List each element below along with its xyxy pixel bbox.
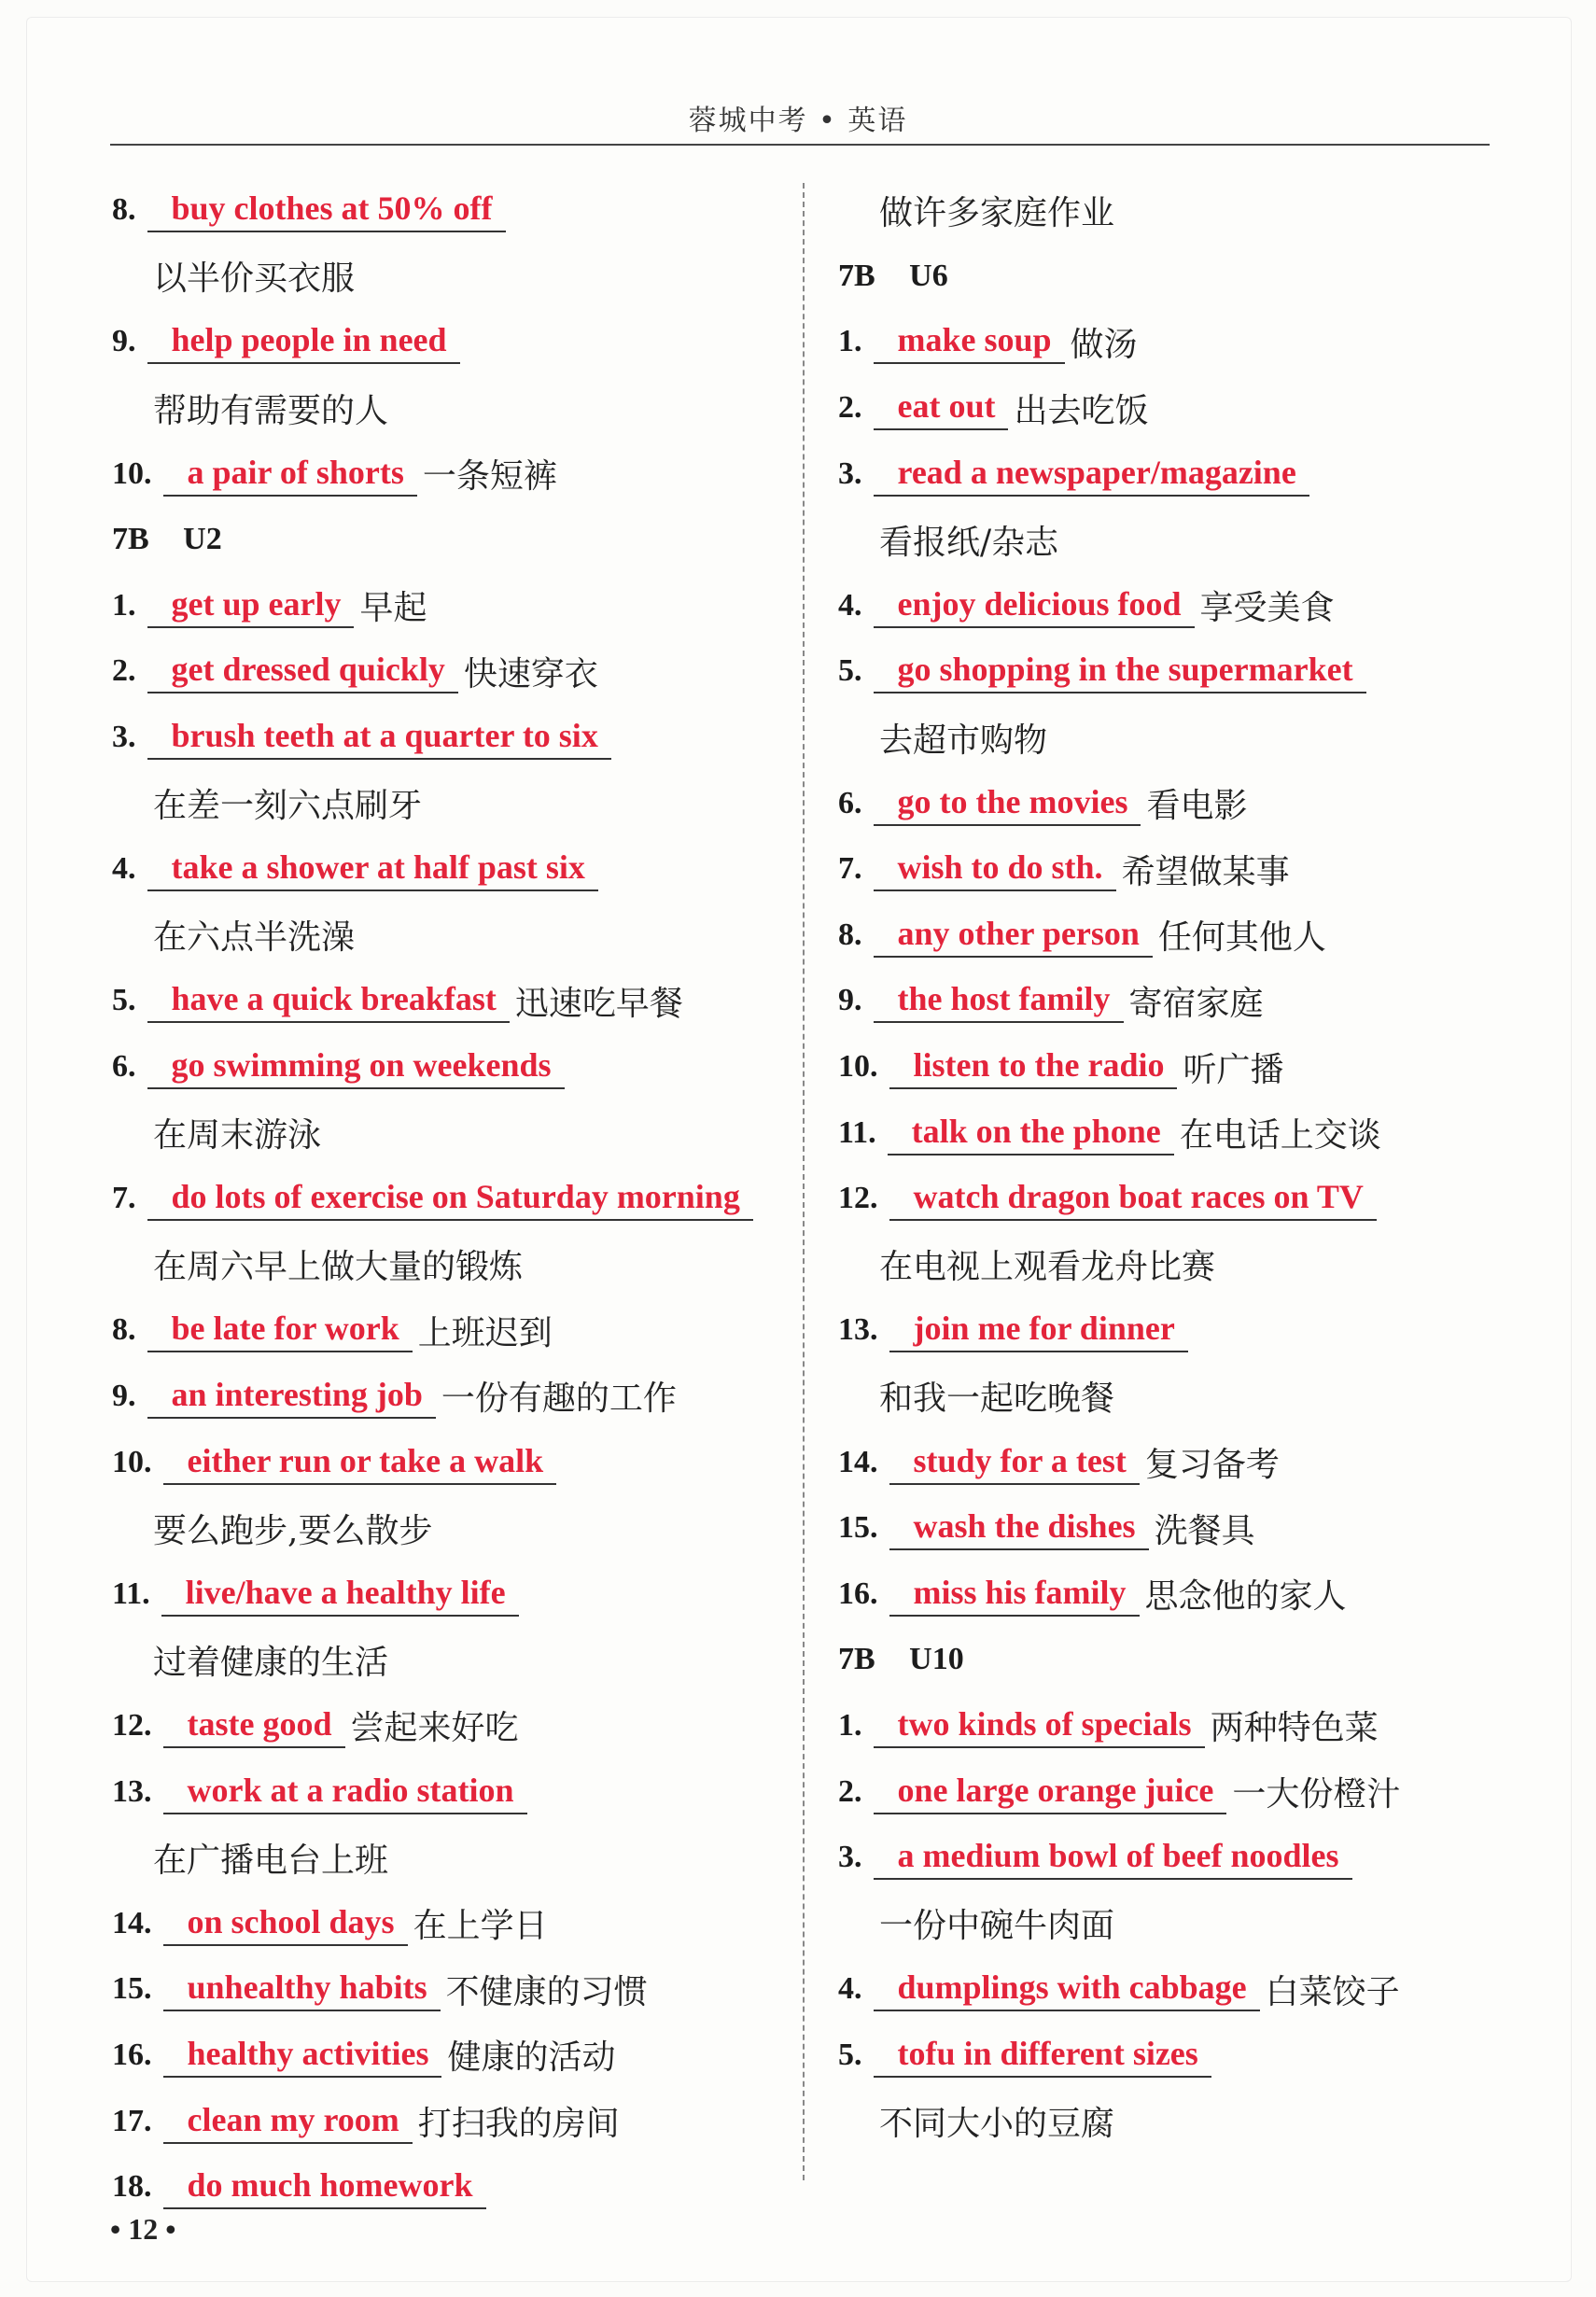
chinese-meaning-line (838, 1890, 1491, 1956)
item-number: 15. (838, 1510, 878, 1546)
chinese-meaning: 健康的活动 (447, 2038, 616, 2078)
vocab-item (112, 1166, 775, 1232)
chinese-meaning: 在六点半洗澡 (153, 918, 356, 958)
vocab-item (838, 573, 1491, 639)
section-heading (838, 244, 1491, 310)
vocab-item (838, 1429, 1491, 1495)
vocab-item (112, 1364, 775, 1430)
answer-blank: brush teeth at a quarter to six (147, 715, 611, 760)
item-number: 6. (838, 785, 862, 820)
chinese-meaning-line (112, 1099, 775, 1166)
item-number: 11. (838, 1114, 876, 1150)
section-title: 7B U2 (112, 522, 222, 557)
vocab-item (112, 2023, 775, 2089)
answer-blank: two kinds of specials (874, 1703, 1205, 1748)
item-number: 6. (112, 1049, 136, 1085)
item-number: 5. (838, 2037, 862, 2072)
chinese-meaning-line (112, 1232, 775, 1298)
item-number: 11. (112, 1576, 150, 1611)
vocab-item (838, 836, 1491, 903)
chinese-meaning: 白菜饺子 (1265, 1972, 1400, 2011)
item-number: 10. (112, 1444, 152, 1479)
item-number: 16. (112, 2037, 152, 2072)
header-rule (110, 144, 1490, 146)
vocab-item (838, 770, 1491, 836)
vocab-item (112, 441, 775, 507)
item-number: 4. (112, 851, 136, 887)
item-number: 9. (838, 983, 862, 1018)
item-number: 3. (838, 455, 862, 491)
answer-blank: listen to the radio (889, 1044, 1178, 1089)
chinese-meaning: 打扫我的房间 (417, 2105, 620, 2144)
chinese-meaning-line (838, 2088, 1491, 2154)
vocab-item (112, 1956, 775, 2023)
answer-blank: any other person (874, 913, 1153, 958)
answer-blank: work at a radio station (163, 1770, 527, 1814)
answer-blank: go swimming on weekends (147, 1044, 565, 1089)
item-number: 4. (838, 587, 862, 623)
vocab-item (112, 1561, 775, 1627)
chinese-meaning: 去超市购物 (879, 721, 1048, 760)
chinese-meaning-line (838, 507, 1491, 573)
answer-blank: miss his family (889, 1572, 1140, 1617)
vocab-item (838, 1297, 1491, 1364)
chinese-meaning-line (112, 903, 775, 969)
item-number: 16. (838, 1576, 878, 1611)
page-number: • 12 • (110, 2212, 176, 2246)
chinese-meaning: 复习备考 (1144, 1446, 1280, 1485)
answer-blank: make soup (874, 319, 1065, 364)
chinese-meaning: 快速穿衣 (463, 654, 598, 693)
answer-blank: a medium bowl of beef noodles (874, 1835, 1352, 1880)
answer-blank: go to the movies (874, 781, 1141, 826)
chinese-meaning: 一条短裤 (422, 457, 557, 497)
answer-blank: take a shower at half past six (147, 847, 598, 891)
answer-blank: the host family (874, 978, 1124, 1023)
chinese-meaning: 听广播 (1183, 1050, 1284, 1089)
chinese-meaning: 帮助有需要的人 (153, 391, 389, 430)
answer-blank: enjoy delicious food (874, 583, 1195, 628)
chinese-meaning: 在周末游泳 (153, 1116, 322, 1156)
answer-blank: study for a test (889, 1440, 1140, 1485)
vocab-item (838, 375, 1491, 441)
chinese-meaning: 迅速吃早餐 (514, 984, 683, 1023)
answer-blank: join me for dinner (889, 1308, 1188, 1352)
item-number: 13. (838, 1312, 878, 1348)
answer-blank: live/have a healthy life (161, 1572, 519, 1617)
answer-blank: either run or take a walk (163, 1440, 557, 1485)
chinese-meaning: 要么跑步,要么散步 (153, 1511, 433, 1550)
vocab-item (838, 1099, 1491, 1166)
answer-blank: go shopping in the supermarket (874, 649, 1366, 693)
answer-blank: an interesting job (147, 1374, 436, 1419)
chinese-meaning: 一份有趣的工作 (441, 1380, 677, 1419)
vocab-item (112, 705, 775, 771)
vocab-item (112, 1034, 775, 1100)
chinese-meaning-line (838, 1364, 1491, 1430)
item-number: 17. (112, 2103, 152, 2138)
vocab-item (112, 309, 775, 375)
vocab-item (838, 1825, 1491, 1891)
vocab-item (838, 1956, 1491, 2023)
vocab-item (112, 177, 775, 244)
chinese-meaning: 上班迟到 (417, 1313, 553, 1352)
vocab-item (112, 1429, 775, 1495)
vocab-item (838, 1561, 1491, 1627)
answer-blank: dumplings with cabbage (874, 1967, 1260, 2011)
chinese-meaning: 在差一刻六点刷牙 (153, 787, 423, 826)
chinese-meaning-line (112, 244, 775, 310)
item-number: 8. (112, 1312, 136, 1348)
chinese-meaning-line (838, 1232, 1491, 1298)
section-title: 7B U6 (838, 258, 948, 293)
chinese-meaning: 洗餐具 (1154, 1511, 1255, 1550)
chinese-meaning: 早起 (359, 589, 427, 628)
chinese-meaning: 做汤 (1070, 325, 1138, 364)
chinese-meaning-line (112, 770, 775, 836)
item-number: 5. (838, 653, 862, 689)
chinese-meaning: 任何其他人 (1157, 918, 1326, 958)
vocab-item (112, 1890, 775, 1956)
chinese-meaning: 寄宿家庭 (1128, 984, 1264, 1023)
item-number: 3. (112, 720, 136, 755)
vocab-item (112, 638, 775, 705)
vocab-item (838, 1693, 1491, 1759)
item-number: 2. (838, 1773, 862, 1809)
right-column (838, 177, 1491, 2154)
answer-blank: watch dragon boat races on TV (889, 1176, 1377, 1221)
vocab-item (112, 1693, 775, 1759)
item-number: 1. (838, 1707, 862, 1743)
vocab-item (112, 1297, 775, 1364)
answer-blank: wish to do sth. (874, 847, 1116, 891)
chinese-meaning: 在电话上交谈 (1179, 1116, 1381, 1156)
item-number: 8. (112, 192, 136, 228)
item-number: 2. (112, 653, 136, 689)
item-number: 7. (838, 851, 862, 887)
section-heading (838, 1627, 1491, 1693)
answer-blank: be late for work (147, 1308, 413, 1352)
item-number: 4. (838, 1971, 862, 2007)
section-heading (112, 507, 775, 573)
item-number: 9. (112, 1378, 136, 1413)
item-number: 14. (112, 1905, 152, 1940)
chinese-meaning-line (112, 375, 775, 441)
vocab-item (838, 968, 1491, 1034)
chinese-meaning: 两种特色菜 (1210, 1709, 1379, 1748)
answer-blank: do lots of exercise on Saturday morning (147, 1176, 753, 1221)
item-number: 13. (112, 1773, 152, 1809)
answer-blank: a pair of shorts (163, 452, 417, 497)
answer-blank: taste good (163, 1703, 345, 1748)
item-number: 12. (838, 1181, 878, 1216)
vocab-item (838, 1034, 1491, 1100)
chinese-meaning: 在上学日 (413, 1907, 548, 1946)
chinese-meaning-line (838, 705, 1491, 771)
chinese-meaning: 和我一起吃晚餐 (879, 1380, 1115, 1419)
chinese-meaning-line (838, 177, 1491, 244)
answer-blank: talk on the phone (888, 1111, 1174, 1156)
chinese-meaning: 尝起来好吃 (350, 1709, 519, 1748)
section-title: 7B U10 (838, 1642, 964, 1677)
answer-blank: get up early (147, 583, 355, 628)
vocab-item (112, 836, 775, 903)
item-number: 5. (112, 983, 136, 1018)
item-number: 3. (838, 1840, 862, 1875)
item-number: 12. (112, 1707, 152, 1743)
chinese-meaning: 思念他的家人 (1144, 1577, 1347, 1617)
item-number: 18. (112, 2169, 152, 2205)
item-number: 9. (112, 324, 136, 359)
chinese-meaning: 希望做某事 (1121, 852, 1290, 891)
item-number: 15. (112, 1971, 152, 2007)
vocab-item (838, 1495, 1491, 1562)
chinese-meaning: 出去吃饭 (1014, 391, 1149, 430)
vocab-item (112, 2088, 775, 2154)
chinese-meaning: 看报纸/杂志 (879, 523, 1059, 562)
answer-blank: one large orange juice (874, 1770, 1227, 1814)
vocab-item (838, 441, 1491, 507)
item-number: 7. (112, 1181, 136, 1216)
item-number: 2. (838, 390, 862, 426)
item-number: 1. (112, 587, 136, 623)
chinese-meaning: 一份中碗牛肉面 (879, 1907, 1115, 1946)
answer-blank: help people in need (147, 319, 460, 364)
chinese-meaning: 做许多家庭作业 (879, 193, 1115, 232)
chinese-meaning-line (112, 1495, 775, 1562)
chinese-meaning: 在周六早上做大量的锻炼 (153, 1248, 524, 1287)
page-header-title: 蓉城中考 • 英语 (688, 105, 908, 137)
vocab-item (838, 309, 1491, 375)
column-divider (803, 183, 805, 2180)
chinese-meaning: 享受美食 (1199, 589, 1335, 628)
vocab-item (838, 638, 1491, 705)
answer-blank: clean my room (163, 2099, 413, 2144)
chinese-meaning-line (112, 1627, 775, 1693)
chinese-meaning: 一大份橙汁 (1232, 1775, 1401, 1814)
answer-blank: wash the dishes (889, 1506, 1149, 1550)
chinese-meaning: 不健康的习惯 (445, 1972, 648, 2011)
answer-blank: get dressed quickly (147, 649, 458, 693)
answer-blank: tofu in different sizes (874, 2033, 1211, 2078)
item-number: 8. (838, 917, 862, 952)
vocab-item (112, 1758, 775, 1825)
vocab-item (838, 1758, 1491, 1825)
item-number: 10. (838, 1049, 878, 1085)
vocab-item (112, 968, 775, 1034)
chinese-meaning: 在电视上观看龙舟比赛 (879, 1248, 1216, 1287)
answer-blank: do much homework (163, 2164, 486, 2209)
answer-blank: eat out (874, 385, 1009, 430)
chinese-meaning-line (112, 1825, 775, 1891)
left-column (112, 177, 775, 2220)
chinese-meaning: 不同大小的豆腐 (879, 2105, 1115, 2144)
vocab-item (112, 2154, 775, 2220)
vocab-item (838, 1166, 1491, 1232)
answer-blank: have a quick breakfast (147, 978, 510, 1023)
answer-blank: on school days (163, 1901, 408, 1946)
chinese-meaning: 以半价买衣服 (153, 259, 356, 299)
item-number: 1. (838, 324, 862, 359)
chinese-meaning: 在广播电台上班 (153, 1841, 389, 1880)
item-number: 10. (112, 455, 152, 491)
answer-blank: read a newspaper/magazine (874, 452, 1309, 497)
item-number: 14. (838, 1444, 878, 1479)
chinese-meaning: 过着健康的生活 (153, 1643, 389, 1682)
vocab-item (838, 903, 1491, 969)
chinese-meaning: 看电影 (1146, 787, 1248, 826)
answer-blank: buy clothes at 50% off (147, 188, 506, 232)
answer-blank: unhealthy habits (163, 1967, 441, 2011)
vocab-item (838, 2023, 1491, 2089)
answer-blank: healthy activities (163, 2033, 442, 2078)
vocab-item (112, 573, 775, 639)
